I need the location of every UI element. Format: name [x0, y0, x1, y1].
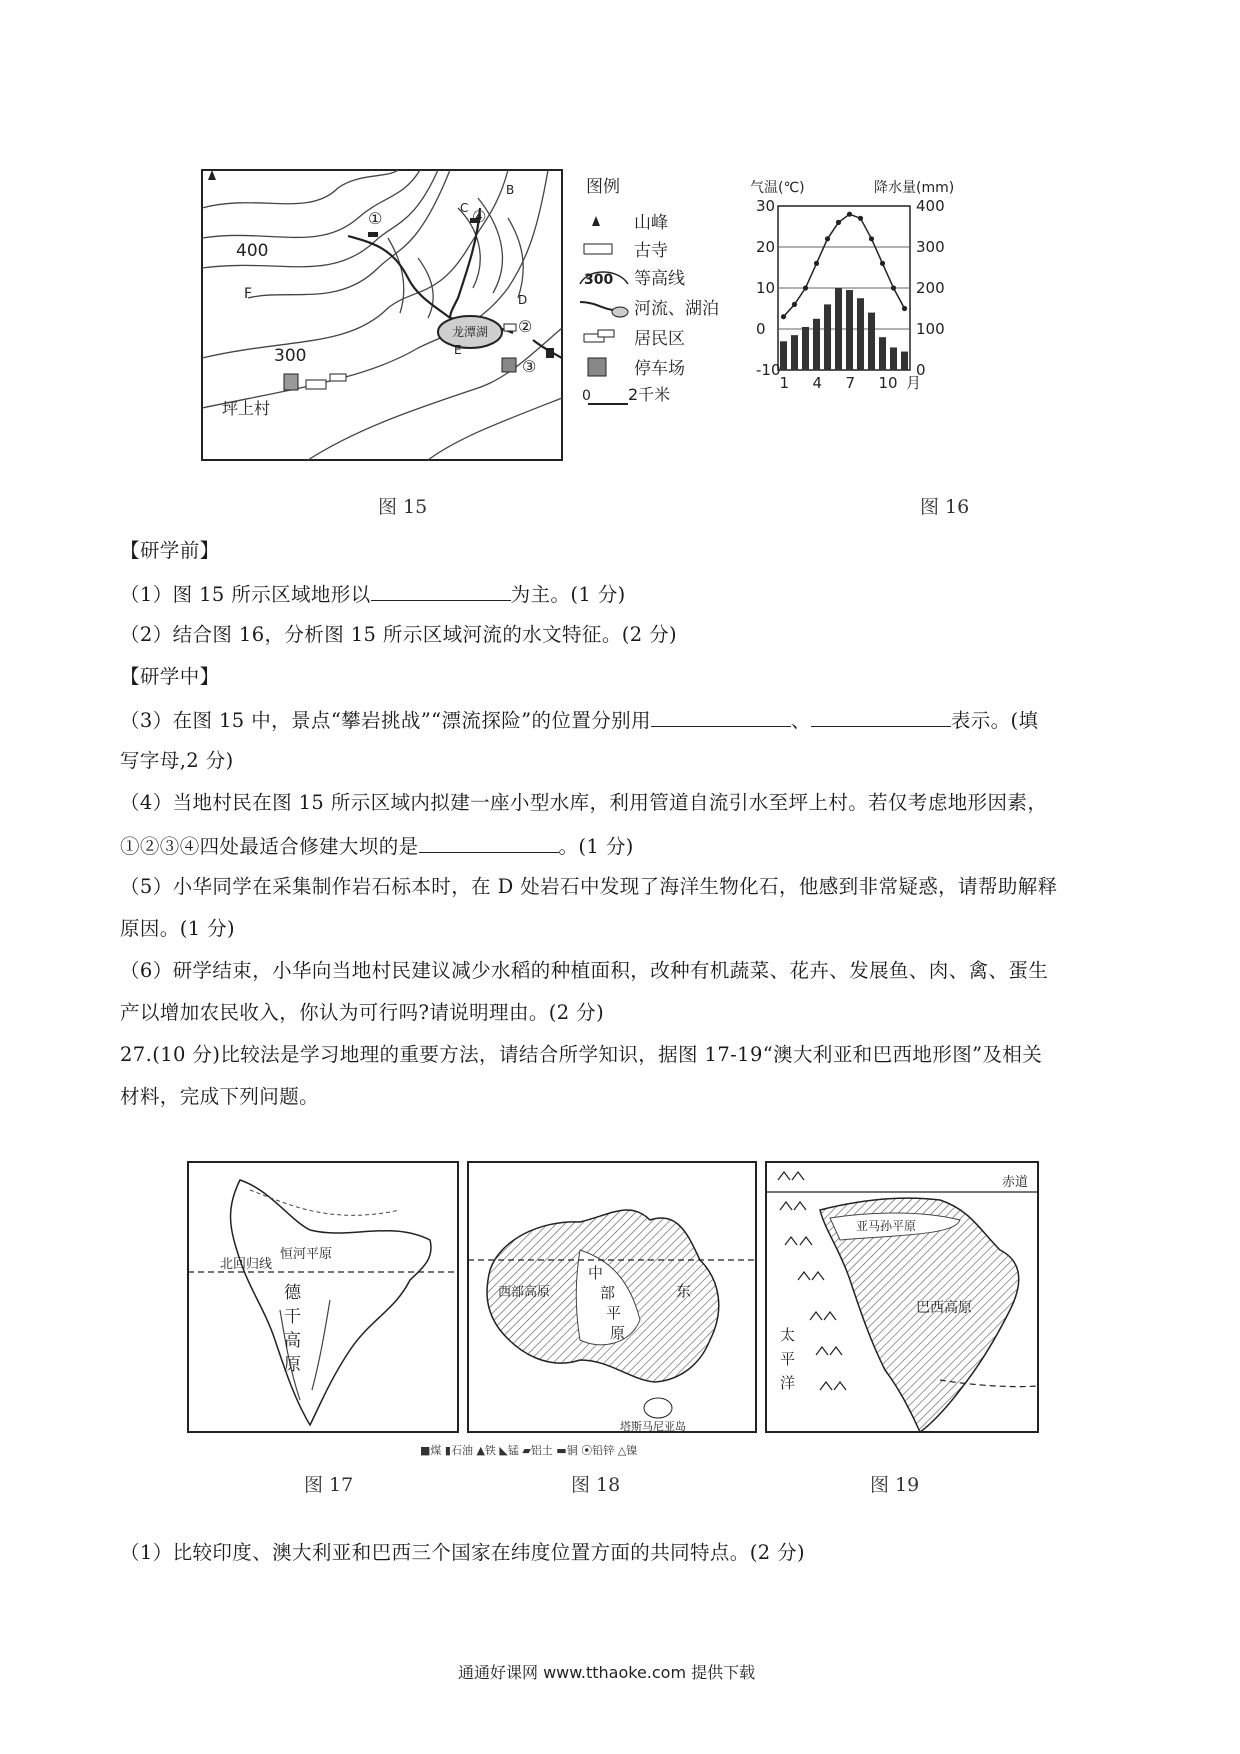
legend-settlement: 居民区	[634, 329, 685, 349]
temperature-line	[784, 214, 905, 317]
temperature-point-10	[880, 261, 885, 266]
dam-site-1: ①	[368, 209, 383, 228]
precip-bar-11	[890, 347, 897, 370]
question-3-text-b: 、	[790, 709, 811, 732]
answer-blank-4[interactable]	[419, 832, 559, 853]
lake-icon	[612, 307, 628, 317]
fig18-east: 东	[676, 1282, 692, 1300]
precip-bar-5	[824, 304, 831, 370]
month-tick-label: 7	[845, 374, 856, 392]
question-27-cont: 材料，完成下列问题。	[120, 1085, 320, 1108]
fig17-deccan-1: 德	[284, 1283, 301, 1303]
contour-label-400: 400	[236, 241, 269, 261]
temperature-point-4	[814, 261, 819, 266]
point-C: C	[460, 201, 469, 215]
precip-tick-label: 100	[916, 320, 945, 338]
temp-tick-label: -10	[756, 361, 781, 379]
contour-label-300: 300	[274, 346, 307, 366]
fig17-deccan-3: 高	[284, 1331, 301, 1351]
dam-site-3: ③	[522, 357, 537, 376]
question-6: （6）研学结束，小华向当地村民建议减少水稻的种植面积，改种有机蔬菜、花卉、发展鱼、肉、禽、蛋生	[120, 959, 1049, 982]
point-B: B	[506, 183, 515, 197]
legend-river: 河流、湖泊	[634, 299, 719, 319]
question-3-text-a: （3）在图 15 中，景点“攀岩挑战”“漂流探险”的位置分别用	[120, 709, 651, 732]
mineral-legend: ■煤 ▮石油 ▲铁 ◣锰 ▰铝土 ▬铜 ⦿铅锌 △镍	[420, 1444, 638, 1457]
point-E: E	[454, 343, 462, 357]
maps-svg	[180, 1150, 1080, 1490]
question-4-cont	[120, 832, 634, 860]
temperature-point-5	[825, 236, 830, 241]
peak-icon	[592, 216, 600, 226]
figure-15-svg	[188, 148, 1088, 518]
page-footer: 通通好课网 www.tthaoke.com 提供下载	[458, 1663, 756, 1682]
fig16-precip-label: 降水量(mm)	[874, 180, 955, 196]
fig19-equator: 赤道	[1002, 1175, 1029, 1190]
question-4-text-c: 。(1 分)	[558, 835, 634, 858]
temp-tick-label: 0	[756, 320, 766, 338]
scale-zero: 0	[582, 388, 591, 404]
temperature-point-12	[902, 306, 907, 311]
precip-bar-10	[879, 337, 886, 370]
answer-blank-3b[interactable]	[811, 706, 951, 727]
temperature-point-1	[781, 314, 786, 319]
legend-parking: 停车场	[634, 359, 685, 379]
legend-contour-sample: 300	[584, 272, 614, 288]
temp-tick-label: 30	[756, 197, 776, 215]
precip-bar-6	[835, 288, 842, 370]
precip-bar-7	[846, 290, 853, 370]
dam-site-4: ④	[472, 207, 487, 226]
dam-site-2: ②	[518, 317, 533, 336]
fig18-central-3: 平	[606, 1304, 622, 1322]
lake-label: 龙潭湖	[452, 325, 489, 339]
scale-label: 2千米	[628, 385, 671, 404]
temperature-point-3	[803, 285, 808, 290]
precip-bar-2	[791, 335, 798, 370]
temp-tick-label: 10	[756, 279, 776, 297]
village-label: 坪上村	[222, 399, 271, 418]
month-tick-label: 1	[779, 374, 790, 392]
figures-17-19-panel	[180, 1150, 1080, 1490]
precip-bar-3	[802, 327, 809, 370]
precip-bar-4	[813, 319, 820, 370]
precip-bar-8	[857, 298, 864, 370]
fig19-pacific-2: 平	[780, 1350, 796, 1368]
fig17-ganges-label: 恒河平原	[280, 1247, 333, 1262]
legend-temple: 古寺	[634, 241, 668, 261]
question-3	[120, 706, 1038, 734]
legend-title: 图例	[586, 177, 620, 197]
fig18-west-plateau: 西部高原	[498, 1285, 551, 1300]
question-1-text-a: （1）图 15 所示区域地形以	[120, 583, 371, 606]
month-tick-label: 4	[812, 374, 823, 392]
question-3-text-c: 表示。(填	[950, 709, 1039, 732]
answer-blank-3a[interactable]	[651, 706, 791, 727]
temp-tick-label: 20	[756, 238, 776, 256]
temperature-point-8	[858, 216, 863, 221]
question-2: （2）结合图 16，分析图 15 所示区域河流的水文特征。(2 分)	[120, 623, 678, 646]
fig16-temp-label: 气温(℃)	[750, 180, 805, 196]
precip-tick-label: 0	[916, 361, 926, 379]
question-4-text-b: ①②③④四处最适合修建大坝的是	[120, 835, 419, 858]
fig17-deccan-4: 原	[284, 1355, 301, 1375]
parking-icon	[588, 358, 606, 376]
fig19-amazon-plain: 亚马孙平原	[856, 1219, 917, 1233]
temperature-point-7	[847, 212, 852, 217]
legend-peak: 山峰	[634, 213, 668, 233]
fig19-pacific-1: 太	[780, 1326, 796, 1344]
figure-17-caption: 图 17	[304, 1474, 354, 1496]
question-6-cont: 产以增加农民收入，你认为可行吗?请说明理由。(2 分)	[120, 1001, 605, 1024]
fig18-central-4: 原	[610, 1324, 626, 1342]
question-1-text-b: 为主。(1 分)	[510, 583, 626, 606]
legend-contour: 等高线	[634, 269, 685, 289]
answer-blank-1[interactable]	[371, 580, 511, 601]
figure-16-caption: 图 16	[920, 496, 970, 518]
question-1	[120, 580, 626, 608]
precip-bar-12	[901, 352, 908, 370]
question-27-1: （1）比较印度、澳大利亚和巴西三个国家在纬度位置方面的共同特点。(2 分)	[120, 1541, 806, 1564]
point-F: F	[244, 286, 253, 302]
fig17-deccan-2: 干	[284, 1307, 301, 1327]
question-3-cont: 写字母,2 分)	[120, 749, 234, 772]
precip-bar-1	[780, 341, 787, 370]
temperature-point-11	[891, 285, 896, 290]
precip-tick-label: 400	[916, 197, 945, 215]
fig17-tropic-label: 北回归线	[220, 1257, 273, 1272]
figure-15-16-panel	[188, 148, 1088, 518]
section-during: 【研学中】	[120, 665, 220, 688]
temperature-point-2	[792, 302, 797, 307]
temple-icon	[584, 244, 612, 254]
fig18-tasmania: 塔斯马尼亚岛	[620, 1420, 686, 1433]
figure-15-caption: 图 15	[378, 496, 428, 518]
month-tick-label: 10	[878, 374, 898, 392]
fig16-month-unit: 月	[906, 374, 922, 392]
section-before: 【研学前】	[120, 539, 220, 562]
climate-chart	[756, 197, 945, 392]
fig19-brazil-plateau: 巴西高原	[916, 1300, 972, 1316]
question-27: 27.(10 分)比较法是学习地理的重要方法，请结合所学知识，据图 17-19“澳大利亚和巴西地形图”及相关	[120, 1043, 1043, 1066]
precip-tick-label: 300	[916, 238, 945, 256]
temperature-point-6	[836, 220, 841, 225]
precip-tick-label: 200	[916, 279, 945, 297]
question-5-cont: 原因。(1 分)	[120, 917, 236, 940]
question-5: （5）小华同学在采集制作岩石标本时，在 D 处岩石中发现了海洋生物化石，他感到非常疑惑，请帮助解释	[120, 875, 1058, 898]
fig18-central-1: 中	[588, 1264, 604, 1282]
precip-bar-9	[868, 313, 875, 370]
point-D: D	[518, 293, 528, 307]
fig19-pacific-3: 洋	[780, 1374, 796, 1392]
figure-18-caption: 图 18	[571, 1474, 621, 1496]
figure-19-caption: 图 19	[870, 1474, 920, 1496]
settlement-icon-b	[598, 330, 614, 337]
question-4: （4）当地村民在图 15 所示区域内拟建一座小型水库，利用管道自流引水至坪上村。若仅考虑地形因素，	[120, 791, 1048, 814]
river-icon	[580, 302, 614, 310]
temperature-point-9	[869, 236, 874, 241]
fig18-central-2: 部	[600, 1284, 616, 1302]
